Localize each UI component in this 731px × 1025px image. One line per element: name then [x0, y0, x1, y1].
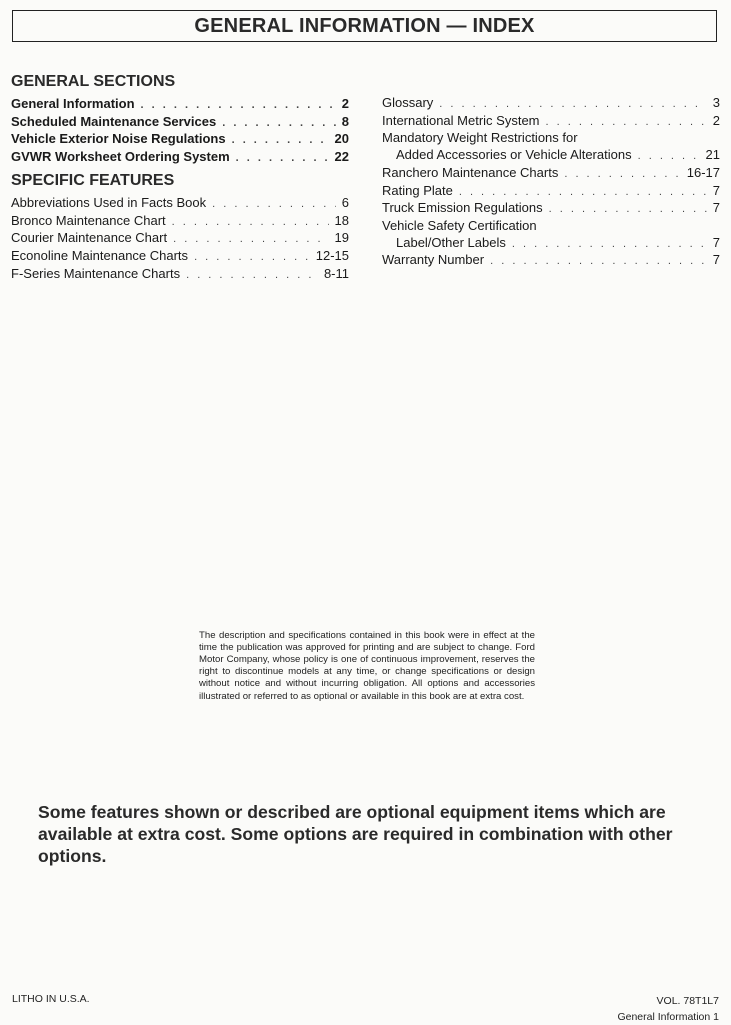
toc-entry-ranchero: Ranchero Maintenance Charts . . . 16-17 [382, 165, 720, 183]
page-title-box [12, 10, 717, 42]
toc-entry-scheduled-maintenance: Scheduled Maintenance Services . . . 8 [11, 114, 349, 132]
toc-entry-labels: Label/Other Labels . . . 7 [382, 235, 720, 253]
section-page-label: General Information 1 [617, 1011, 719, 1023]
toc-entry-f-series: F-Series Maintenance Charts . . . 8-11 [11, 266, 349, 284]
toc-entry-abbreviations: Abbreviations Used in Facts Book . . . 6 [11, 195, 349, 213]
litho-note: LITHO IN U.S.A. [12, 993, 90, 1005]
toc-entry-safety-certification: Vehicle Safety Certification [382, 217, 537, 233]
optional-equipment-notice: Some features shown or described are optional equipment items which are available at extra cost. Some options are required in combination with other options. [38, 801, 673, 866]
toc-entry-added-accessories: Added Accessories or Vehicle Alterations . . . 21 [382, 147, 720, 165]
disclaimer-text: The description and specifications contained in this book were in effect at the time the publication was approved for printing and are subject to change. Ford Motor Company, whose policy is one of continuous improvement, reserves the right to discontinue models at any time, or change specifications or design without notice and without incurring obligation. All options and accessories illustrated or referred to as optional or available in this book are at extra cost. [199, 629, 535, 702]
toc-entry-warranty-number: Warranty Number . . . 7 [382, 252, 720, 270]
toc-entry-metric-system: International Metric System . . . 2 [382, 113, 720, 131]
right-column [382, 95, 720, 270]
toc-entry-courier: Courier Maintenance Chart . . . 19 [11, 230, 349, 248]
toc-entry-noise-regulations: Vehicle Exterior Noise Regulations . . . 20 [11, 131, 349, 149]
page-footer [617, 993, 719, 1025]
toc-entry-truck-emission: Truck Emission Regulations . . . 7 [382, 200, 720, 218]
general-sections-heading: GENERAL SECTIONS [11, 73, 176, 90]
specific-features-heading: SPECIFIC FEATURES [11, 171, 175, 189]
toc-entry-general-information: General Information . . . 2 [11, 96, 349, 114]
general-sections-list [11, 96, 349, 167]
toc-entry-econoline: Econoline Maintenance Charts . . . 12-15 [11, 248, 349, 266]
toc-entry-rating-plate: Rating Plate . . . 7 [382, 183, 720, 201]
page-title: GENERAL INFORMATION — INDEX [194, 14, 535, 37]
volume-number: VOL. 78T1L7 [656, 995, 719, 1007]
toc-entry-weight-restrictions: Mandatory Weight Restrictions for [382, 130, 578, 146]
specific-features-list [11, 195, 349, 284]
right-column-list [382, 95, 720, 270]
toc-entry-gvwr-worksheet: GVWR Worksheet Ordering System . . . 22 [11, 149, 349, 167]
toc-entry-bronco: Bronco Maintenance Chart . . . 18 [11, 213, 349, 231]
toc-entry-glossary: Glossary . . . 3 [382, 95, 720, 113]
left-column [11, 72, 349, 283]
